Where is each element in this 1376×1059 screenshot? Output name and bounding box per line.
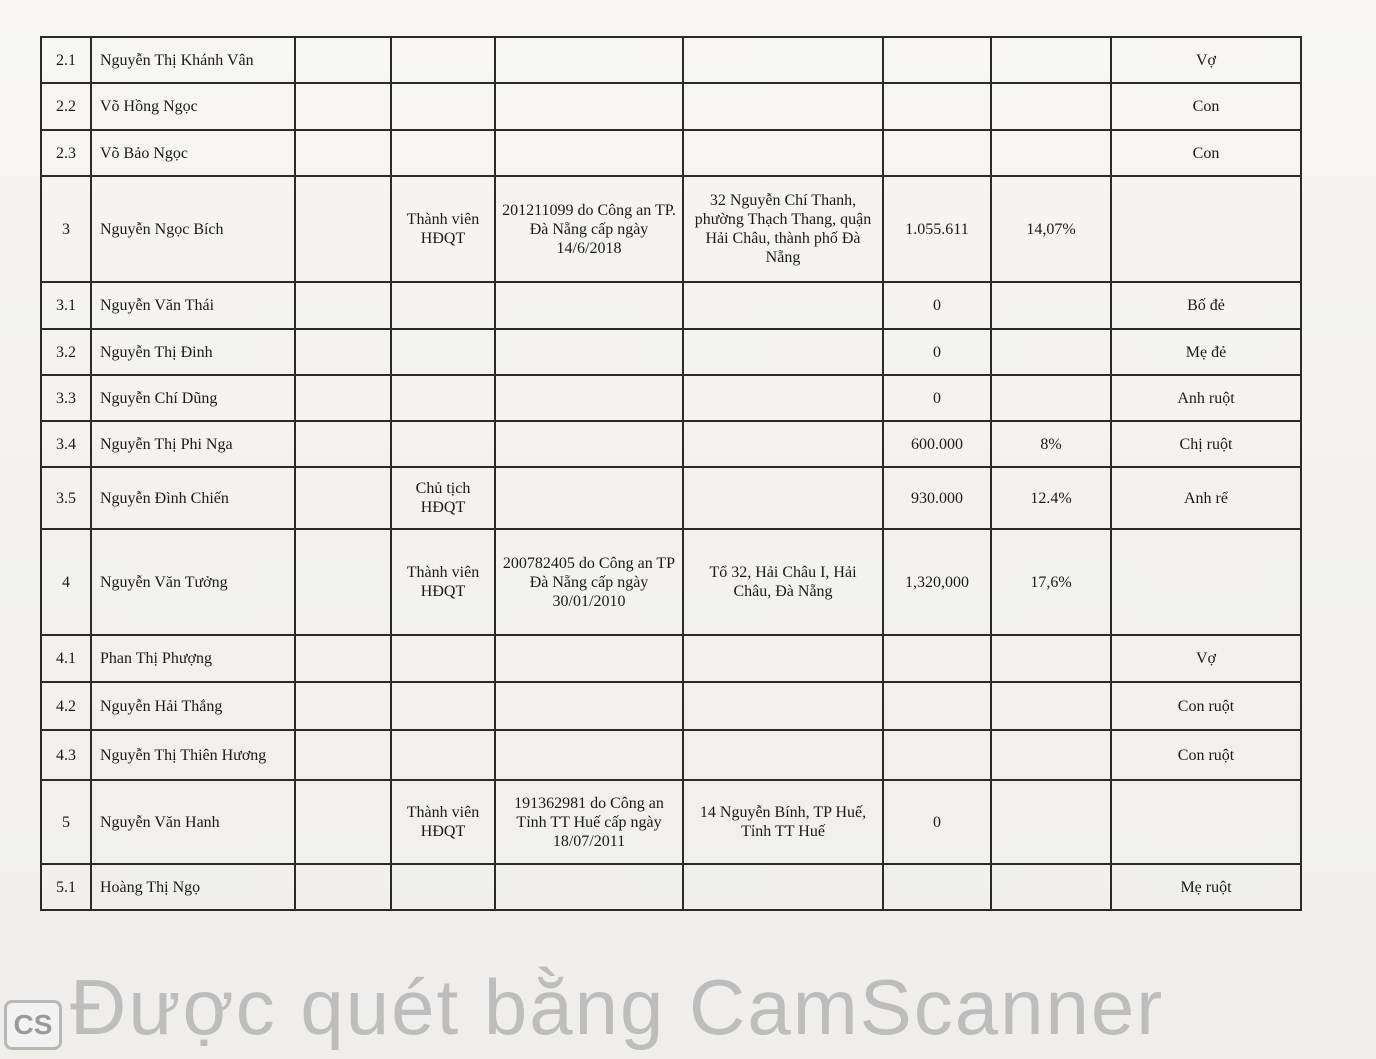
cell-shares xyxy=(883,130,991,176)
cell-no: 3 xyxy=(41,176,91,282)
cell-shares xyxy=(883,83,991,130)
cell-position xyxy=(391,635,495,682)
cell-id-document xyxy=(495,682,683,730)
cell-no: 3.2 xyxy=(41,329,91,375)
table-row xyxy=(41,467,1301,529)
cell-relation xyxy=(1111,529,1301,635)
cell-relation: Anh rể xyxy=(1111,467,1301,529)
cell-no: 5.1 xyxy=(41,864,91,910)
cell-ratio: 8% xyxy=(991,421,1111,467)
cell-ratio: 14,07% xyxy=(991,176,1111,282)
cell-no: 4.3 xyxy=(41,730,91,780)
cell-relation: Con ruột xyxy=(1111,730,1301,780)
cell-address xyxy=(683,421,883,467)
cell-address xyxy=(683,282,883,329)
table-row xyxy=(41,37,1301,83)
cell-address xyxy=(683,375,883,421)
cell-position xyxy=(391,730,495,780)
cell-shares xyxy=(883,730,991,780)
cell-id-document xyxy=(495,329,683,375)
cell-no: 4.1 xyxy=(41,635,91,682)
cell-shares xyxy=(883,635,991,682)
cell-name: Võ Hồng Ngọc xyxy=(91,83,295,130)
cell-shares: 0 xyxy=(883,329,991,375)
cell-name: Nguyễn Văn Hanh xyxy=(91,780,295,864)
table-row xyxy=(41,682,1301,730)
cell-empty xyxy=(295,467,391,529)
cell-empty xyxy=(295,282,391,329)
cell-empty xyxy=(295,37,391,83)
cell-address: 14 Nguyễn Bính, TP Huế, Tỉnh TT Huế xyxy=(683,780,883,864)
cell-position: Thành viên HĐQT xyxy=(391,529,495,635)
cell-address xyxy=(683,83,883,130)
cell-relation xyxy=(1111,176,1301,282)
cell-no: 4.2 xyxy=(41,682,91,730)
cell-id-document xyxy=(495,130,683,176)
table-row xyxy=(41,864,1301,910)
cell-ratio xyxy=(991,329,1111,375)
cell-name: Nguyễn Văn Tưởng xyxy=(91,529,295,635)
camscanner-watermark: Được quét bằng CamScanner xyxy=(70,963,1165,1051)
table-row xyxy=(41,635,1301,682)
table-row xyxy=(41,282,1301,329)
cell-id-document xyxy=(495,282,683,329)
cell-relation: Mẹ ruột xyxy=(1111,864,1301,910)
cell-address xyxy=(683,37,883,83)
cell-name: Nguyễn Thị Đinh xyxy=(91,329,295,375)
cell-address xyxy=(683,130,883,176)
cell-id-document xyxy=(495,375,683,421)
cell-position xyxy=(391,83,495,130)
cell-no: 3.1 xyxy=(41,282,91,329)
cell-id-document xyxy=(495,635,683,682)
table-row xyxy=(41,176,1301,282)
cell-name: Nguyễn Ngọc Bích xyxy=(91,176,295,282)
cell-position: Thành viên HĐQT xyxy=(391,780,495,864)
cell-relation xyxy=(1111,780,1301,864)
cell-relation: Mẹ đẻ xyxy=(1111,329,1301,375)
cell-ratio xyxy=(991,37,1111,83)
cell-shares: 0 xyxy=(883,375,991,421)
camscanner-logo-icon: CS xyxy=(4,1000,62,1050)
cell-position: Chủ tịch HĐQT xyxy=(391,467,495,529)
cell-no: 4 xyxy=(41,529,91,635)
cell-empty xyxy=(295,83,391,130)
cell-shares: 600.000 xyxy=(883,421,991,467)
cell-empty xyxy=(295,730,391,780)
cell-address xyxy=(683,635,883,682)
cell-ratio xyxy=(991,83,1111,130)
cell-ratio xyxy=(991,282,1111,329)
cell-position xyxy=(391,37,495,83)
cell-empty xyxy=(295,130,391,176)
table-row xyxy=(41,529,1301,635)
cell-position xyxy=(391,375,495,421)
cell-empty xyxy=(295,864,391,910)
cell-no: 3.4 xyxy=(41,421,91,467)
cell-ratio xyxy=(991,780,1111,864)
cell-address: Tổ 32, Hải Châu I, Hải Châu, Đà Nẵng xyxy=(683,529,883,635)
cell-id-document: 201211099 do Công an TP. Đà Nẵng cấp ngày 14/6/2018 xyxy=(495,176,683,282)
cell-relation: Bố đẻ xyxy=(1111,282,1301,329)
cell-address xyxy=(683,864,883,910)
cell-name: Nguyễn Hải Thắng xyxy=(91,682,295,730)
cell-empty xyxy=(295,375,391,421)
cell-name: Nguyễn Chí Dũng xyxy=(91,375,295,421)
cell-name: Võ Bảo Ngọc xyxy=(91,130,295,176)
cell-no: 2.3 xyxy=(41,130,91,176)
cell-position xyxy=(391,329,495,375)
cell-empty xyxy=(295,780,391,864)
cell-shares: 0 xyxy=(883,282,991,329)
cell-position xyxy=(391,682,495,730)
cell-empty xyxy=(295,421,391,467)
cell-address xyxy=(683,730,883,780)
cell-position: Thành viên HĐQT xyxy=(391,176,495,282)
cell-no: 2.2 xyxy=(41,83,91,130)
cell-id-document xyxy=(495,730,683,780)
cell-empty xyxy=(295,529,391,635)
cell-address xyxy=(683,682,883,730)
cell-no: 3.5 xyxy=(41,467,91,529)
cell-ratio xyxy=(991,864,1111,910)
cell-ratio xyxy=(991,375,1111,421)
cell-no: 2.1 xyxy=(41,37,91,83)
cell-id-document: 200782405 do Công an TP Đà Nẵng cấp ngày 30/01/2010 xyxy=(495,529,683,635)
cell-ratio xyxy=(991,682,1111,730)
cell-shares: 0 xyxy=(883,780,991,864)
cell-ratio: 12.4% xyxy=(991,467,1111,529)
cell-position xyxy=(391,864,495,910)
cell-position xyxy=(391,130,495,176)
cell-relation: Con xyxy=(1111,83,1301,130)
cell-relation: Anh ruột xyxy=(1111,375,1301,421)
cell-empty xyxy=(295,329,391,375)
cell-shares: 1.055.611 xyxy=(883,176,991,282)
cell-id-document xyxy=(495,421,683,467)
cell-relation: Vợ xyxy=(1111,635,1301,682)
table-row xyxy=(41,421,1301,467)
table-row xyxy=(41,375,1301,421)
table-row xyxy=(41,780,1301,864)
cell-address: 32 Nguyễn Chí Thanh, phường Thạch Thang, quận Hải Châu, thành phố Đà Nẵng xyxy=(683,176,883,282)
cell-name: Nguyễn Thị Khánh Vân xyxy=(91,37,295,83)
cell-shares xyxy=(883,682,991,730)
cell-name: Nguyễn Đình Chiến xyxy=(91,467,295,529)
cell-empty xyxy=(295,176,391,282)
cell-name: Nguyễn Thị Phi Nga xyxy=(91,421,295,467)
cell-relation: Con xyxy=(1111,130,1301,176)
cell-id-document xyxy=(495,83,683,130)
cell-no: 5 xyxy=(41,780,91,864)
cell-shares: 1,320,000 xyxy=(883,529,991,635)
cell-empty xyxy=(295,682,391,730)
table-row xyxy=(41,130,1301,176)
cell-position xyxy=(391,282,495,329)
cell-name: Phan Thị Phượng xyxy=(91,635,295,682)
cell-name: Hoàng Thị Ngọ xyxy=(91,864,295,910)
cell-name: Nguyễn Thị Thiên Hương xyxy=(91,730,295,780)
related-persons-table xyxy=(40,36,1302,911)
cell-id-document xyxy=(495,37,683,83)
cell-ratio xyxy=(991,730,1111,780)
cell-shares xyxy=(883,864,991,910)
cell-relation: Chị ruột xyxy=(1111,421,1301,467)
cell-address xyxy=(683,329,883,375)
table-row xyxy=(41,329,1301,375)
cell-id-document xyxy=(495,864,683,910)
cell-ratio xyxy=(991,635,1111,682)
cell-no: 3.3 xyxy=(41,375,91,421)
cell-shares xyxy=(883,37,991,83)
cell-position xyxy=(391,421,495,467)
cell-name: Nguyễn Văn Thái xyxy=(91,282,295,329)
cell-empty xyxy=(295,635,391,682)
cell-id-document xyxy=(495,467,683,529)
cell-relation: Vợ xyxy=(1111,37,1301,83)
cell-id-document: 191362981 do Công an Tỉnh TT Huế cấp ngày 18/07/2011 xyxy=(495,780,683,864)
cell-ratio: 17,6% xyxy=(991,529,1111,635)
table-row xyxy=(41,730,1301,780)
cell-relation: Con ruột xyxy=(1111,682,1301,730)
cell-shares: 930.000 xyxy=(883,467,991,529)
cell-address xyxy=(683,467,883,529)
table-row xyxy=(41,83,1301,130)
cell-ratio xyxy=(991,130,1111,176)
